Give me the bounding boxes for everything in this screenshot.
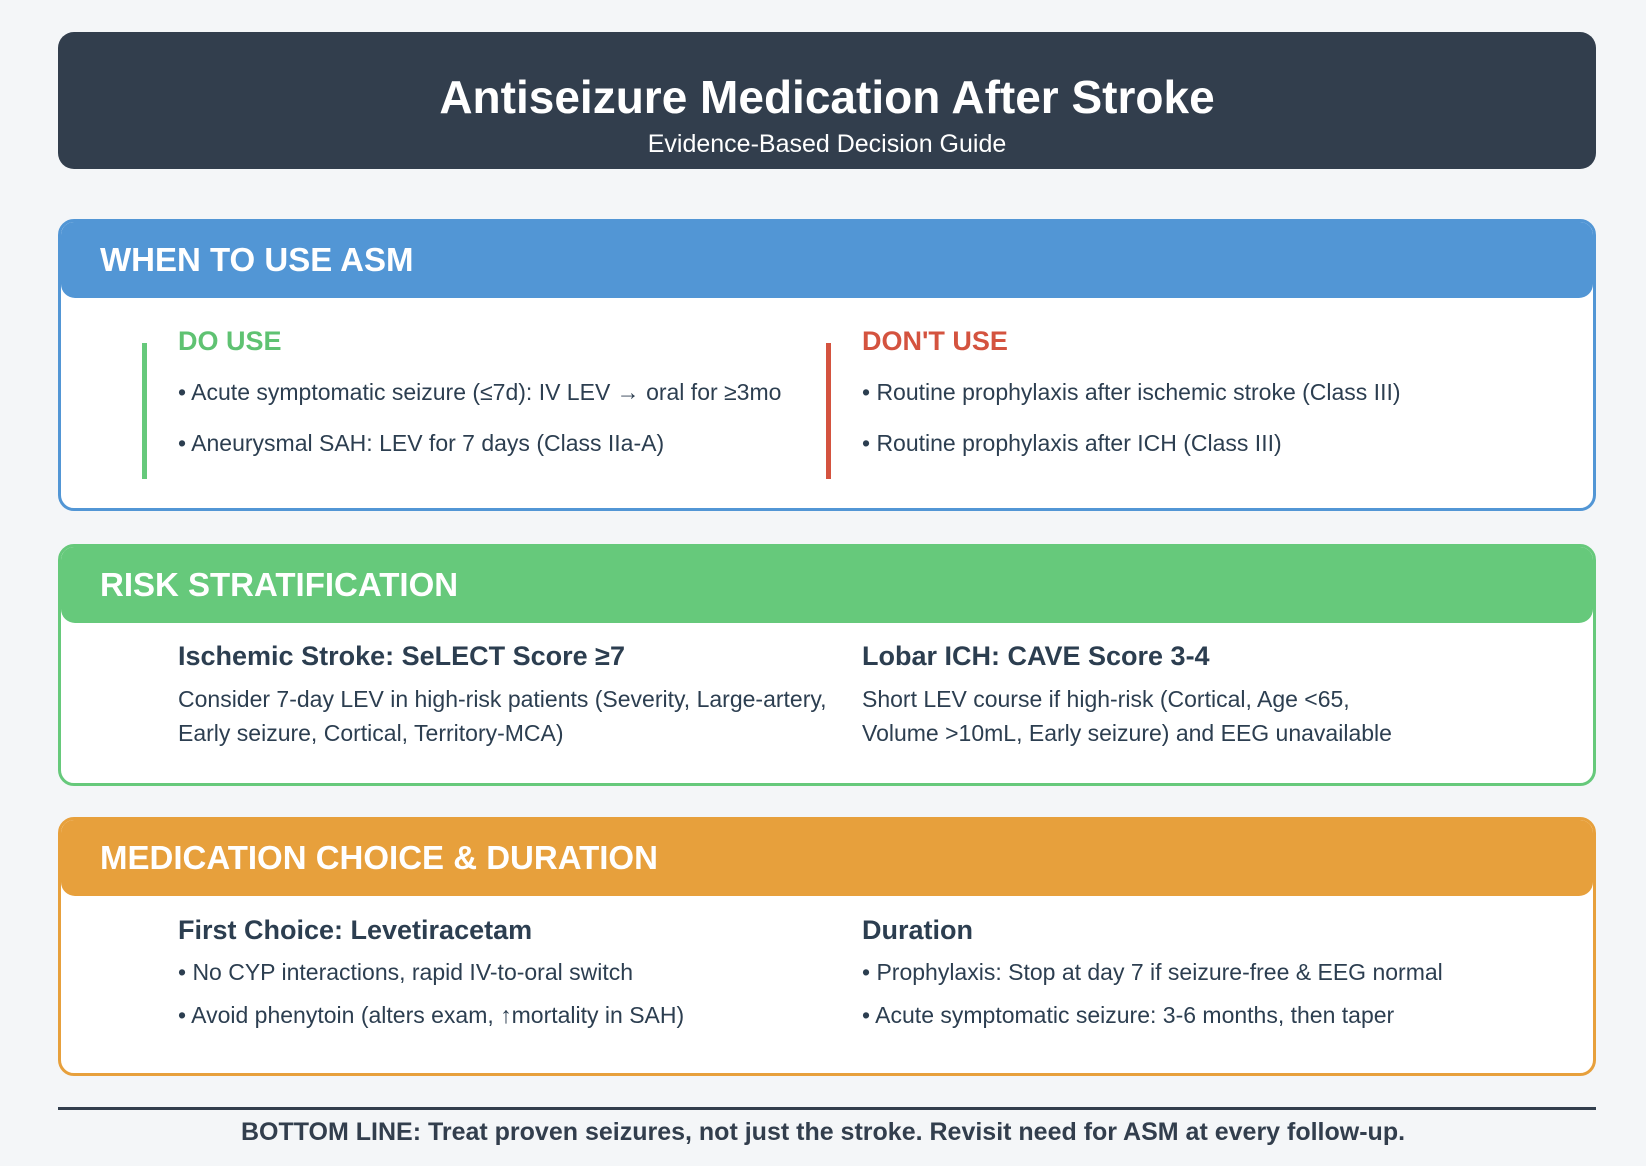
do-use-item: • Aneurysmal SAH: LEV for 7 days (Class IIa-A) (178, 429, 665, 456)
risk-stratification-heading: RISK STRATIFICATION (61, 547, 1593, 623)
ich-title: Lobar ICH: CAVE Score 3-4 (862, 641, 1210, 671)
dont-use-column (862, 325, 1562, 458)
ischemic-text-line: Consider 7-day LEV in high-risk patients (Severity, Large-artery, (178, 686, 827, 713)
ischemic-column (178, 640, 868, 750)
duration-title: Duration (862, 915, 973, 945)
first-choice-title: First Choice: Levetiracetam (178, 915, 533, 945)
when-to-use-card (58, 219, 1596, 511)
ich-column (862, 640, 1562, 750)
dont-use-item: • Routine prophylaxis after ischemic stroke (Class III) (862, 379, 1401, 406)
first-choice-column (178, 914, 868, 1030)
bottom-line-text: BOTTOM LINE: Treat proven seizures, not just the stroke. Revisit need for ASM at every follow-up. (240, 1118, 1406, 1146)
ischemic-title: Ischemic Stroke: SeLECT Score ≥7 (178, 641, 625, 671)
risk-stratification-card (58, 544, 1596, 786)
duration-column (862, 914, 1562, 1030)
dont-use-accent-bar (826, 343, 831, 479)
footer-divider (58, 1107, 1596, 1110)
ich-text-line: Short LEV course if high-risk (Cortical, Age <65, (862, 686, 1350, 713)
do-use-column (178, 325, 868, 458)
page-subtitle: Evidence-Based Decision Guide (647, 130, 1007, 158)
first-choice-item: • Avoid phenytoin (alters exam, ↑mortality in SAH) (178, 1001, 685, 1028)
duration-item: • Acute symptomatic seizure: 3-6 months, then taper (862, 1001, 1395, 1028)
duration-item: • Prophylaxis: Stop at day 7 if seizure-free & EEG normal (862, 959, 1443, 986)
page-title: Antiseizure Medication After Stroke (439, 71, 1215, 123)
dont-use-item: • Routine prophylaxis after ICH (Class III) (862, 429, 1282, 456)
medication-heading: MEDICATION CHOICE & DURATION (61, 820, 1593, 896)
header-banner (58, 32, 1596, 169)
ich-text-line: Volume >10mL, Early seizure) and EEG unavailable (862, 720, 1392, 747)
medication-card (58, 817, 1596, 1076)
first-choice-item: • No CYP interactions, rapid IV-to-oral switch (178, 959, 634, 986)
ischemic-text-line: Early seizure, Cortical, Territory-MCA) (178, 720, 564, 747)
when-to-use-heading: WHEN TO USE ASM (61, 222, 1593, 298)
do-use-item: • Acute symptomatic seizure (≤7d): IV LEV → oral for ≥3mo (178, 379, 782, 406)
dont-use-title: DON'T USE (862, 326, 1008, 356)
do-use-title: DO USE (178, 326, 282, 356)
do-use-accent-bar (142, 343, 147, 479)
